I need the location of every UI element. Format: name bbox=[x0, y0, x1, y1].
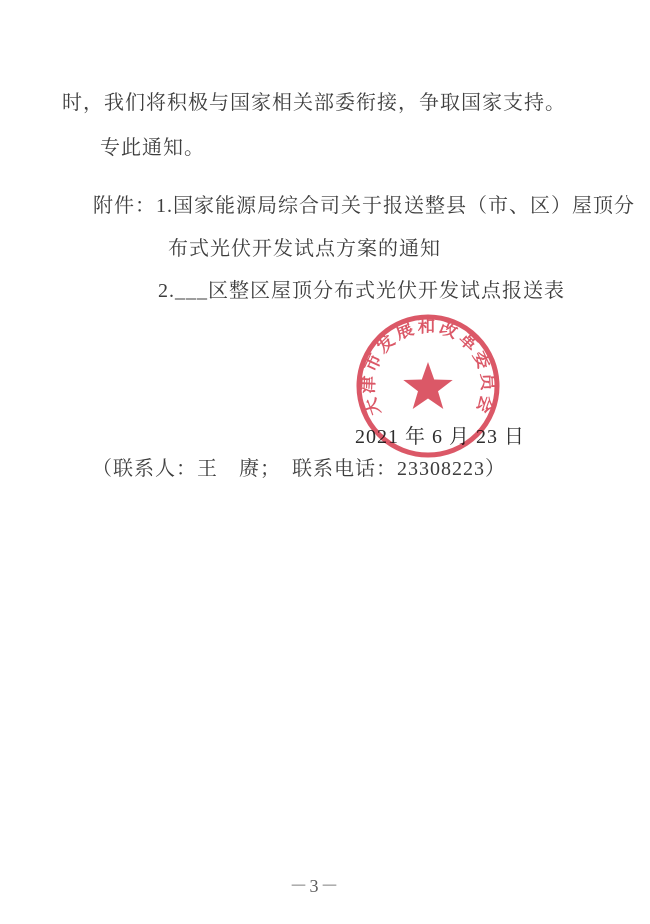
body-closing-sentence: 专此通知。 bbox=[100, 137, 205, 159]
attachment-item-1-line-2: 布式光伏开发试点方案的通知 bbox=[168, 238, 441, 260]
page-number: －3－ bbox=[289, 876, 341, 896]
body-paragraph-continuation: 时，我们将积极与国家相关部委衔接，争取国家支持。 bbox=[62, 92, 566, 114]
seal-organization-text: 天津市发展和改革委员会 bbox=[357, 316, 499, 419]
attachment-item-2: 2.___区整区屋顶分布式光伏开发试点报送表 bbox=[158, 280, 565, 302]
issue-date: 2021 年 6 月 23 日 bbox=[355, 426, 525, 448]
star-icon bbox=[403, 362, 452, 409]
contact-info-line: （联系人：王 赓； 联系电话：23308223） bbox=[92, 458, 506, 480]
official-red-seal bbox=[348, 306, 508, 466]
attachment-item-1-line-1: 附件：1.国家能源局综合司关于报送整县（市、区）屋顶分 bbox=[93, 195, 635, 217]
